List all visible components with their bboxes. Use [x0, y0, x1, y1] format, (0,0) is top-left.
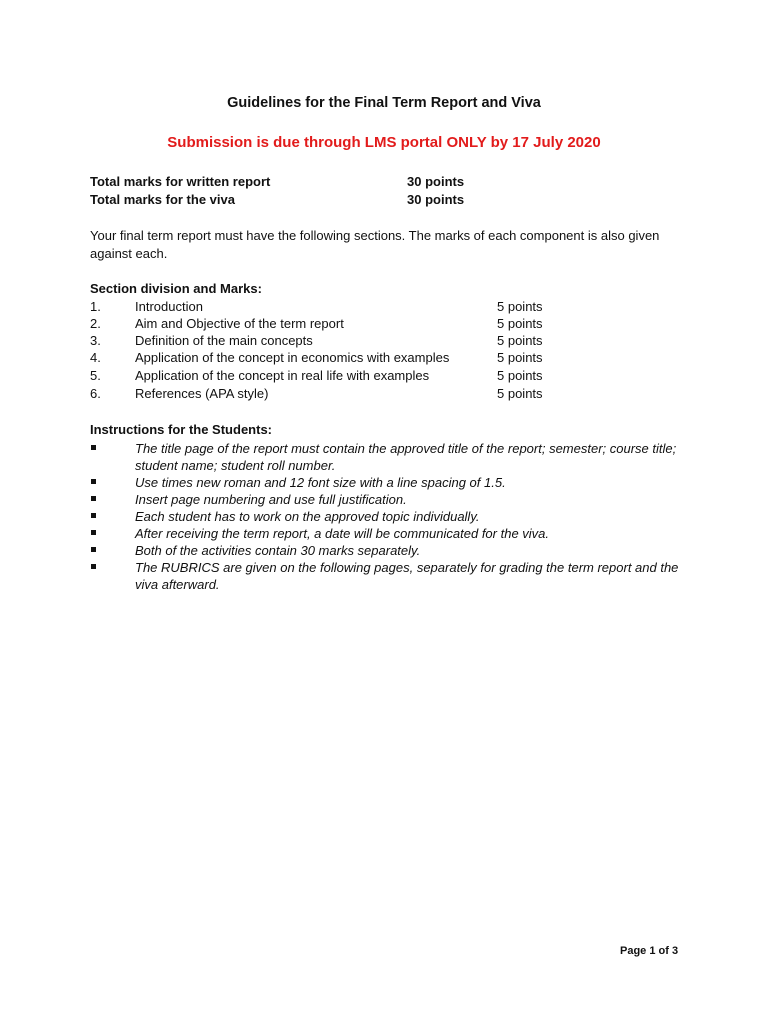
- instruction-item: [90, 440, 680, 474]
- instruction-text: After receiving the term report, a date will be communicated for the viva.: [135, 526, 550, 541]
- bullet-icon: [91, 445, 96, 450]
- section-text: References (APA style): [135, 386, 269, 401]
- section-number: 6.: [90, 386, 101, 401]
- instruction-text: Insert page numbering and use full justification.: [135, 492, 407, 507]
- bullet-icon: [91, 564, 96, 569]
- marks-value: 30 points: [407, 192, 465, 207]
- section-heading: Section division and Marks:: [90, 281, 262, 296]
- section-number: 2.: [90, 316, 101, 331]
- section-number: 3.: [90, 333, 101, 348]
- bullet-icon: [91, 496, 96, 501]
- submission-deadline: Submission is due through LMS portal ONLY by 17 July 2020: [167, 134, 601, 151]
- instruction-text: Use times new roman and 12 font size with a line spacing of 1.5.: [135, 475, 506, 490]
- marks-label: Total marks for written report: [90, 174, 271, 189]
- section-number: 5.: [90, 368, 101, 383]
- instruction-text: The RUBRICS are given on the following pages, separately for grading the term report and the viva afterward.: [135, 560, 679, 592]
- section-points: 5 points: [497, 368, 543, 383]
- section-number: 1.: [90, 299, 101, 314]
- section-row: [90, 368, 690, 385]
- instruction-item: [90, 491, 680, 508]
- instructions-heading: Instructions for the Students:: [90, 422, 272, 437]
- section-number: 4.: [90, 350, 101, 365]
- section-points: 5 points: [497, 299, 543, 314]
- instruction-text: Each student has to work on the approved topic individually.: [135, 509, 480, 524]
- instruction-text: The title page of the report must contain the approved title of the report; semester; course title; student name; student roll number.: [135, 441, 677, 473]
- marks-value: 30 points: [407, 174, 465, 189]
- section-row: [90, 316, 690, 333]
- document-title: Guidelines for the Final Term Report and Viva: [227, 95, 541, 111]
- bullet-icon: [91, 547, 96, 552]
- section-text: Application of the concept in real life with examples: [135, 368, 430, 383]
- page-number: Page 1 of 3: [620, 945, 679, 957]
- section-text: Aim and Objective of the term report: [135, 316, 344, 331]
- instructions-list: [90, 440, 680, 593]
- section-text: Definition of the main concepts: [135, 333, 313, 348]
- marks-label: Total marks for the viva: [90, 192, 235, 207]
- section-points: 5 points: [497, 316, 543, 331]
- instruction-item: [90, 525, 680, 542]
- instruction-item: [90, 508, 680, 525]
- section-points: 5 points: [497, 386, 543, 401]
- bullet-icon: [91, 513, 96, 518]
- bullet-icon: [91, 530, 96, 535]
- instruction-item: [90, 542, 680, 559]
- instruction-item: [90, 559, 680, 593]
- section-points: 5 points: [497, 333, 543, 348]
- intro-paragraph: Your final term report must have the following sections. The marks of each component is also given against each.: [90, 228, 660, 261]
- section-points: 5 points: [497, 350, 543, 365]
- bullet-icon: [91, 479, 96, 484]
- section-text: Introduction: [135, 299, 203, 314]
- section-text: Application of the concept in economics with examples: [135, 350, 450, 365]
- section-row: [90, 333, 690, 350]
- instruction-text: Both of the activities contain 30 marks separately.: [135, 543, 421, 558]
- section-row: [90, 299, 690, 316]
- section-row: [90, 350, 690, 367]
- section-row: [90, 386, 690, 403]
- instruction-item: [90, 474, 680, 491]
